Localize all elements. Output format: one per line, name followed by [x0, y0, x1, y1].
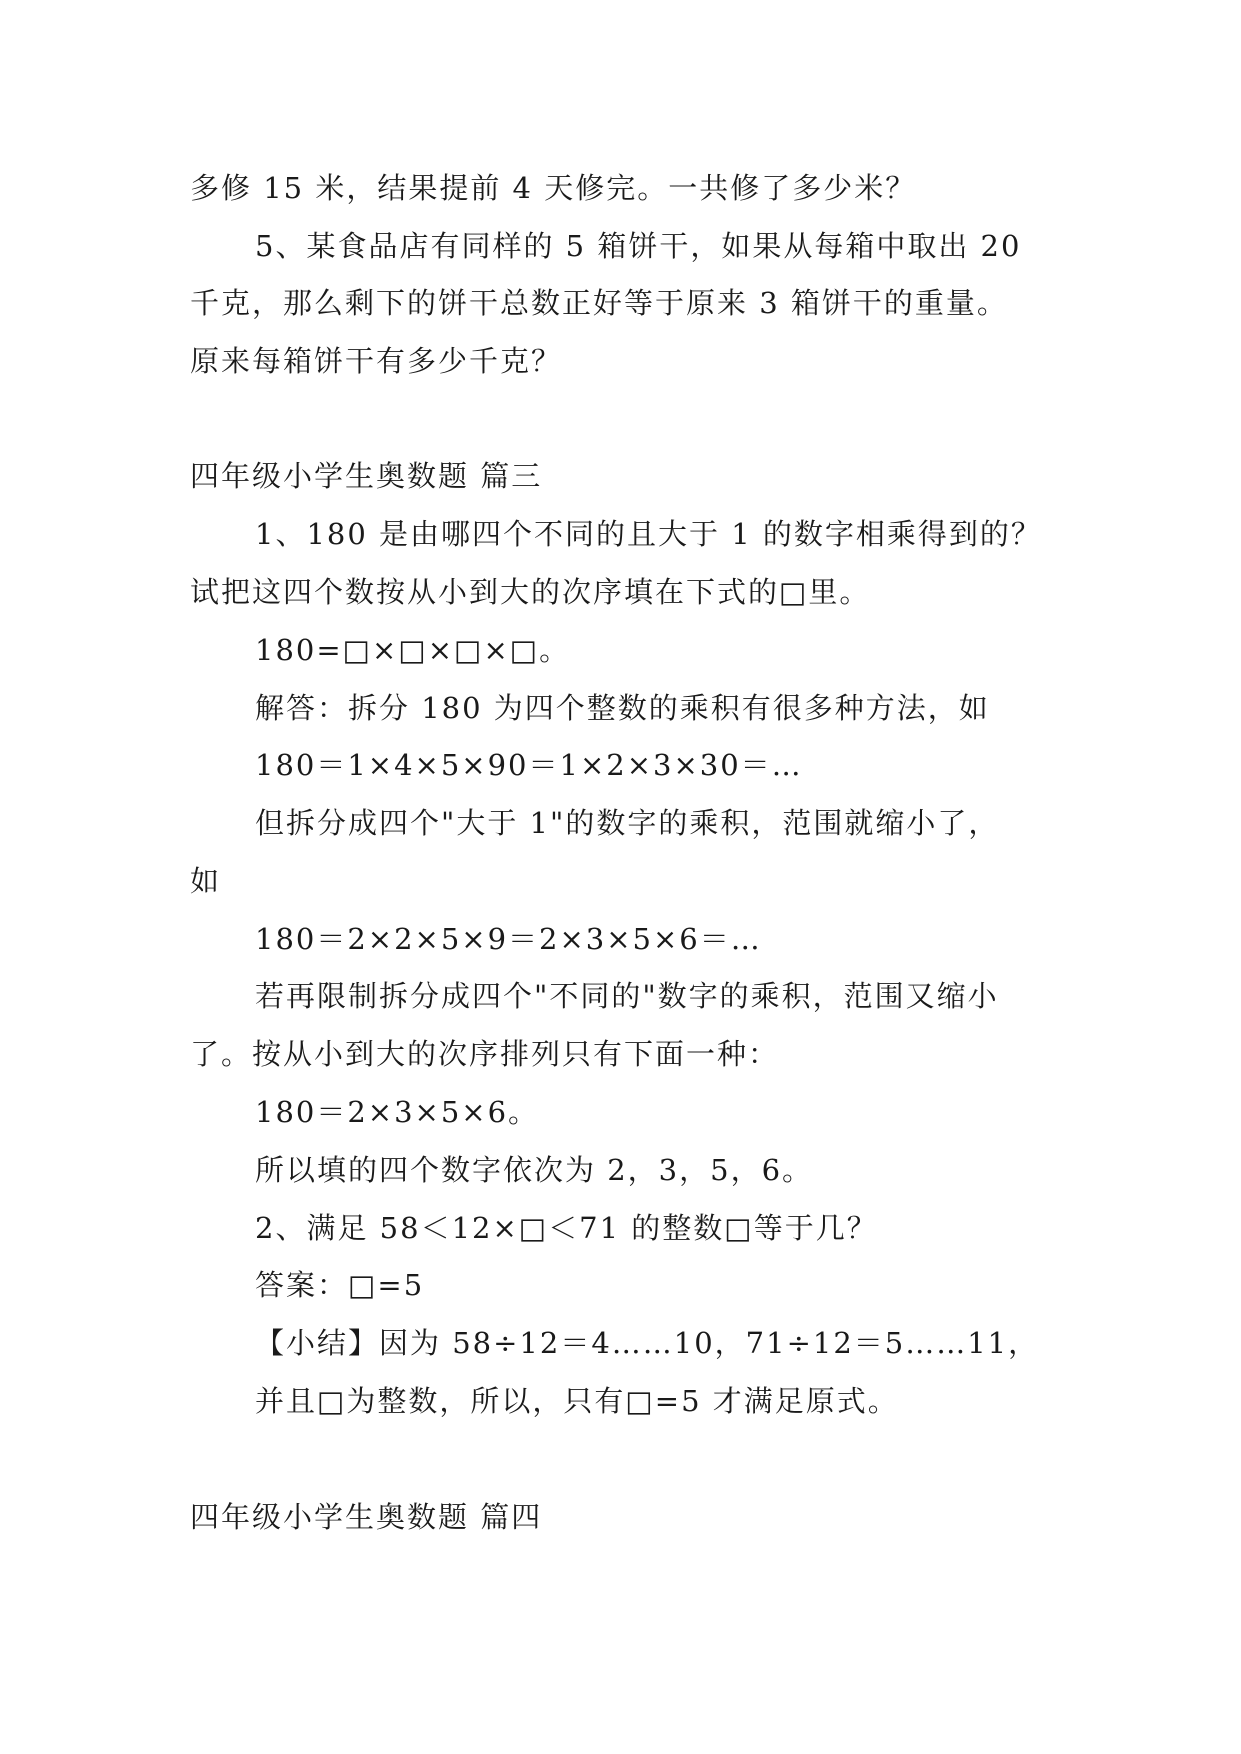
section-heading-3: 四年级小学生奥数题 篇三 [190, 459, 543, 493]
q2-summary-1: 【小结】因为 58÷12＝4……10，71÷12＝5……11， [255, 1326, 1040, 1360]
q1-result: 180＝2×3×5×6。 [255, 1095, 540, 1129]
problem-5-line-1: 5、某食品店有同样的 5 箱饼干，如果从每箱中取出 20 [255, 229, 1022, 263]
q1-conclusion: 所以填的四个数字依次为 2，3，5，6。 [255, 1153, 814, 1187]
q1-explain-1-wrap: 如 [190, 864, 222, 898]
q1-example-1: 180＝1×4×5×90＝1×2×3×30＝… [255, 748, 803, 782]
section-heading-4: 四年级小学生奥数题 篇四 [190, 1500, 543, 1534]
q1-explain-2: 若再限制拆分成四个"不同的"数字的乘积，范围又缩小 [255, 979, 999, 1013]
q1-explain-2-wrap: 了。按从小到大的次序排列只有下面一种： [190, 1037, 780, 1071]
q2-summary-2: 并且□为整数，所以，只有□=5 才满足原式。 [255, 1384, 899, 1418]
problem-4-continuation: 多修 15 米，结果提前 4 天修完。一共修了多少米？ [190, 171, 917, 205]
q1-line-2: 试把这四个数按从小到大的次序填在下式的□里。 [190, 575, 871, 609]
q2-answer: 答案：□=5 [255, 1268, 425, 1302]
q1-line-1: 1、180 是由哪四个不同的且大于 1 的数字相乘得到的？ [255, 517, 1042, 551]
problem-5-line-3: 原来每箱饼干有多少千克？ [190, 344, 563, 378]
q1-explain-1: 但拆分成四个"大于 1"的数字的乘积，范围就缩小了， [255, 806, 1000, 840]
q1-formula: 180=□×□×□×□。 [255, 633, 571, 667]
q1-example-2: 180＝2×2×5×9＝2×3×5×6＝… [255, 922, 762, 956]
problem-5-line-2: 千克，那么剩下的饼干总数正好等于原来 3 箱饼干的重量。 [190, 286, 1008, 320]
q2-question: 2、满足 58＜12×□＜71 的整数□等于几？ [255, 1211, 878, 1245]
q1-answer-intro: 解答：拆分 180 为四个整数的乘积有很多种方法，如 [255, 691, 990, 725]
